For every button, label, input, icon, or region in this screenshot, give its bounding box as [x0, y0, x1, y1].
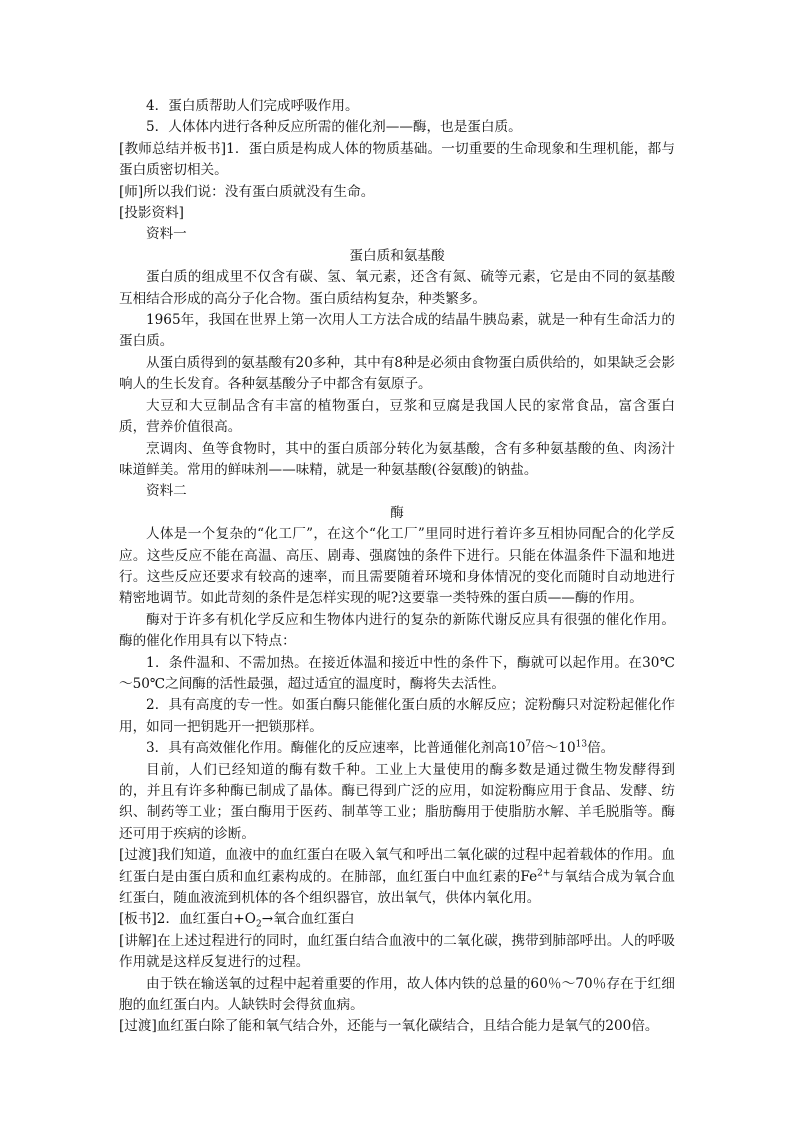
- text-span: 与氧结合成为氧合血红蛋白，随血液流到机体的各个组织器官，放出氧气，供体内氧化用。: [119, 868, 675, 907]
- paragraph: 目前，人们已经知道的酶有数千种。工业上大量使用的酶多数是通过微生物发酵得到的，并且有许多种酶已制成了晶体。酶已得到广泛的应用，如淀粉酶应用于食品、发酵、纺织、制药等工业；蛋白酶用于医药、制革等工业；脂肪酶用于使脂肪水解、羊毛脱脂等。酶还可用于疾病的诊断。: [119, 761, 675, 842]
- paragraph: [119, 738, 675, 759]
- text-span: →氧合血红蛋白: [261, 911, 355, 928]
- text-span: 倍。: [587, 740, 615, 757]
- document-body: [119, 96, 675, 1038]
- material-one-label: 资料一: [146, 226, 187, 243]
- item-5: 5．人体体内进行各种反应所需的催化剂——酶，也是蛋白质。: [146, 119, 522, 136]
- text-span: 3．具有高效催化作用。酶催化的反应速率，比普通催化剂高10: [146, 740, 526, 757]
- item-4: 4．蛋白质帮助人们完成呼吸作用。: [146, 98, 359, 114]
- paragraph: 从蛋白质得到的氨基酸有20多种，其中有8种是必须由食物蛋白质供给的，如果缺乏会影响人的生长发育。各种氨基酸分子中都含有氨原子。: [119, 354, 675, 393]
- explanation-paragraph: [讲解]在上述过程进行的同时，血红蛋白结合血液中的二氧化碳，携带到肺部呼出。人的呼吸作用就是这样反复进行的过程。: [119, 932, 675, 971]
- superscript: 7: [525, 739, 532, 750]
- transition-paragraph: [过渡]血红蛋白除了能和氧气结合外，还能与一氧化碳结合，且结合能力是氧气的200倍。: [119, 1018, 659, 1035]
- text-span: 倍～10: [531, 740, 576, 757]
- text-span: [过渡]我们知道，血液中的血红蛋白在吸入氧气和呼出二氧化碳的过程中起着载体的作用。血红蛋白是由蛋白质和血红素构成的。在肺部，血红蛋白中血红素的Fe: [119, 847, 675, 885]
- text-span: [板书]2．血红蛋白+O: [119, 911, 256, 928]
- superscript: 13: [575, 739, 588, 750]
- paragraph: 蛋白质的组成里不仅含有碳、氢、氧元素，还含有氮、硫等元素，它是由不同的氨基酸互相结合形成的高分子化合物。蛋白质结构复杂，种类繁多。: [119, 269, 675, 307]
- subscript: 2: [255, 920, 262, 931]
- section-title-enzyme: 酶: [390, 504, 404, 521]
- paragraph: 1．条件温和、不需加热。在接近体温和接近中性的条件下，酶就可以起作用。在30℃～50℃之间酶的活性最强，超过适宜的温度时，酶将失去活性。: [119, 654, 675, 692]
- teacher-summary: [教师总结并板书]1．蛋白质是构成人体的物质基础。一切重要的生命现象和生理机能，都与蛋白质密切相关。: [119, 140, 675, 179]
- paragraph: 人体是一个复杂的“化工厂”，在这个“化工厂”里同时进行着许多互相协同配合的化学反应。这些反应不能在高温、高压、剧毒、强腐蚀的条件下进行。只能在体温条件下温和地进行。这些反应还要求有较高的速率，而且需要随着环境和身体情况的变化而随时自动地进行精密地调节。如此苛刻的条件是怎样实现的呢?这要靠一类特殊的蛋白质——酶的作用。: [119, 526, 675, 607]
- paragraph: 2．具有高度的专一性。如蛋白酶只能催化蛋白质的水解反应；淀粉酶只对淀粉起催化作用，如同一把钥匙开一把锁那样。: [119, 697, 675, 735]
- board-note: [119, 909, 675, 930]
- paragraph: 烹调肉、鱼等食物时，其中的蛋白质部分转化为氨基酸，含有多种氨基酸的鱼、肉汤汁味道鲜美。常用的鲜味剂——味精，就是一种氨基酸(谷氨酸)的钠盐。: [119, 440, 675, 478]
- paragraph: 1965年，我国在世界上第一次用人工方法合成的结晶牛胰岛素，就是一种有生命活力的蛋白质。: [119, 312, 675, 350]
- teacher-remark: [师]所以我们说：没有蛋白质就没有生命。: [119, 183, 375, 200]
- section-title-protein: 蛋白质和氨基酸: [349, 247, 445, 264]
- paragraph: 由于铁在输送氧的过程中起着重要的作用，故人体内铁的总量的60％～70％存在于红细胞的血红蛋白内。人缺铁时会得贫血病。: [119, 975, 675, 1014]
- paragraph: 酶对于许多有机化学反应和生物体内进行的复杂的新陈代谢反应具有很强的催化作用。酶的催化作用具有以下特点：: [119, 611, 675, 650]
- superscript: 2+: [537, 868, 551, 879]
- material-two-label: 资料二: [146, 483, 187, 500]
- projection-label: [投影资料]: [119, 205, 184, 222]
- transition-paragraph: [119, 845, 675, 909]
- paragraph: 大豆和大豆制品含有丰富的植物蛋白，豆浆和豆腐是我国人民的家常食品，富含蛋白质，营养价值很高。: [119, 397, 675, 436]
